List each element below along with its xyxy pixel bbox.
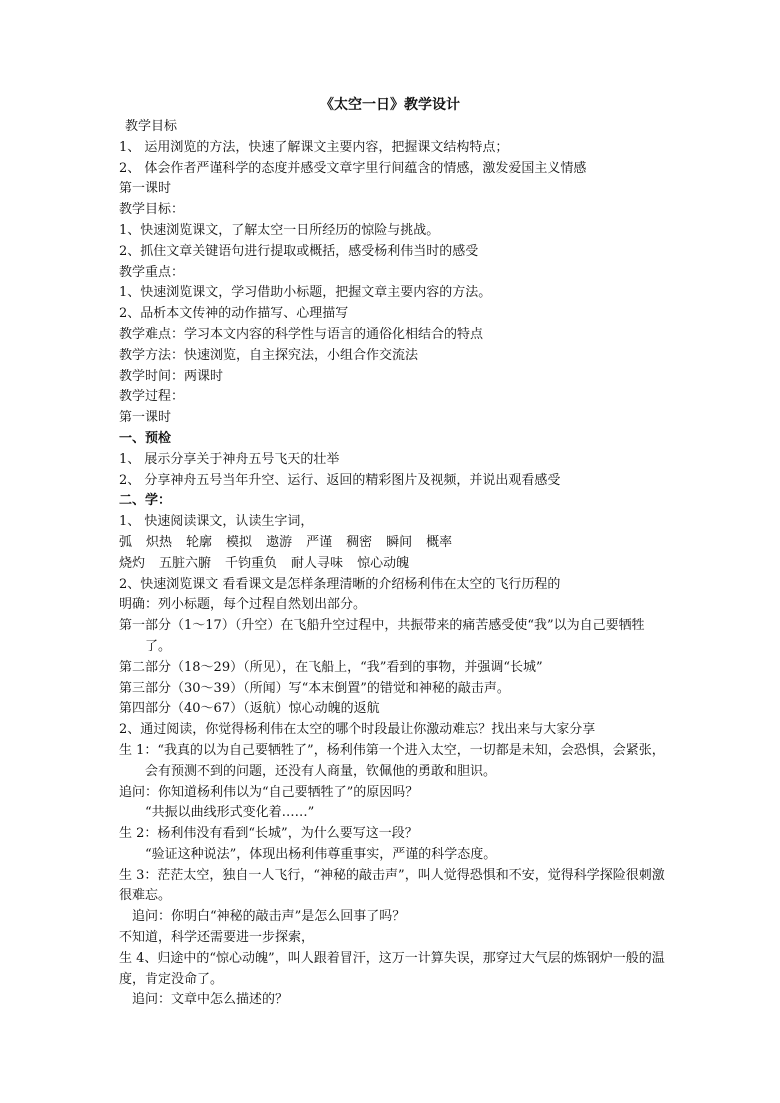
difficulty-line: 教学难点：学习本文内容的科学性与语言的通俗化相结合的特点	[119, 326, 484, 342]
vocab-word: 弧	[119, 534, 133, 550]
student-answer-3: 生 3：茫茫太空，独自一人飞行，“神秘的敲击声”，叫人觉得恐惧和不安，觉得科学探险很刺激很难忘。	[119, 867, 665, 904]
follow-up-2: 追问：你明白“神秘的敲击声”是怎么回事了吗？	[132, 909, 406, 925]
document-body	[119, 117, 666, 1011]
answer-line: 不知道，科学还需要进一步探索，	[119, 930, 315, 946]
part-1: 第一部分（1～17）（升空）在飞船升空过程中，共振带来的痛苦感受使“我”以为自己要牺牲了。	[119, 618, 645, 654]
document-title: 《太空一日》教学设计	[320, 97, 460, 113]
vocab-word: 轮廓	[186, 534, 213, 550]
process-label: 教学过程：	[119, 389, 185, 405]
lesson-heading-1: 第一课时	[119, 181, 172, 197]
follow-up-3: 追问：文章中怎么描述的？	[132, 992, 289, 1008]
method-line: 教学方法：快速浏览，自主探究法，小组合作交流法	[119, 347, 419, 363]
follow-up-1: 追问：你知道杨利伟以为“自己要牺牲了”的原因吗？	[119, 784, 419, 800]
section-heading-goals: 教学目标	[125, 119, 178, 134]
vocab-word: 严谨	[306, 534, 333, 550]
lesson-goals-label: 教学目标：	[119, 202, 185, 218]
learn-item-2: 2、快速浏览课文 看看课文是怎样条理清晰的介绍杨利伟在太空的飞行历程的	[119, 576, 561, 592]
goal-item-1: 1、 运用浏览的方法，快速了解课文主要内容，把握课文结构特点；	[119, 139, 509, 155]
vocab-row-2	[119, 554, 666, 575]
part-4: 第四部分（40～67）（返航）惊心动魄的返航	[119, 701, 380, 717]
student-answer-1: 生 1：“我真的以为自己要牺牲了”，杨利伟第一个进入太空，一切都是未知，会恐惧，会紧张，会有预测不到的问题，还没有人商量，钦佩他的勇敢和胆识。	[119, 742, 665, 779]
vocab-word: 概率	[426, 534, 453, 550]
part-3: 第三部分（30～39）（所闻）写“本末倒置”的错觉和神秘的敲击声。	[119, 680, 510, 696]
section-preview-heading: 一、预检	[119, 430, 172, 446]
key-point-2: 2、品析本文传神的动作描写、心理描写	[119, 306, 349, 322]
vocab-word: 惊心动魄	[357, 555, 410, 571]
section-learn-heading: 二、学：	[119, 493, 172, 509]
vocab-word: 瞬间	[386, 534, 413, 550]
answer-quote-1: “共振以曲线形式变化着……”	[145, 805, 315, 821]
vocab-word: 耐人寻味	[291, 555, 344, 571]
vocab-word: 遨游	[266, 534, 293, 550]
clarify-line: 明确：列小标题，每个过程自然划出部分。	[119, 597, 367, 613]
goal-item-2: 2、 体会作者严谨科学的态度并感受文章字里行间蕴含的情感，激发爱国主义情感	[119, 160, 587, 176]
key-point-1: 1、快速浏览课文，学习借助小标题，把握文章主要内容的方法。	[119, 285, 492, 301]
vocab-word: 稠密	[346, 534, 373, 550]
preview-item-2: 2、 分享神舟五号当年升空、运行、返回的精彩图片及视频，并说出观看感受	[119, 472, 561, 488]
part-2: 第二部分（18～29）（所见），在飞船上，“我”看到的事物，并强调“长城”	[119, 659, 543, 675]
student-answer-4: 生 4、归途中的“惊心动魄”，叫人跟着冒汗，这万一计算失误，那穿过大气层的炼钢炉一般的温度，肯定没命了。	[119, 950, 665, 987]
answer-quote-2: “验证这种说法”，体现出杨利伟尊重事实，严谨的科学态度。	[145, 846, 497, 862]
lesson-goal-2: 2、抓住文章关键语句进行提取或概括，感受杨利伟当时的感受	[119, 243, 479, 259]
learn-item-3: 2、通过阅读，你觉得杨利伟在太空的哪个时段最让你激动难忘？找出来与大家分享	[119, 722, 596, 738]
vocab-row-1	[119, 533, 666, 554]
lesson-goal-1: 1、快速浏览课文，了解太空一日所经历的惊险与挑战。	[119, 222, 440, 238]
vocab-word: 模拟	[226, 534, 253, 550]
vocab-word: 五脏六腑	[159, 555, 212, 571]
preview-item-1: 1、 展示分享关于神舟五号飞天的壮举	[119, 451, 340, 467]
vocab-word: 炽热	[146, 534, 173, 550]
vocab-word: 烧灼	[119, 555, 146, 571]
learn-item-1: 1、 快速阅读课文，认读生字词，	[119, 514, 314, 530]
key-points-label: 教学重点：	[119, 264, 185, 280]
vocab-word: 千钧重负	[225, 555, 278, 571]
lesson-heading-1b: 第一课时	[119, 410, 172, 426]
time-line: 教学时间：两课时	[119, 368, 224, 384]
student-answer-2: 生 2：杨利伟没有看到“长城”，为什么要写这一段？	[119, 826, 418, 842]
